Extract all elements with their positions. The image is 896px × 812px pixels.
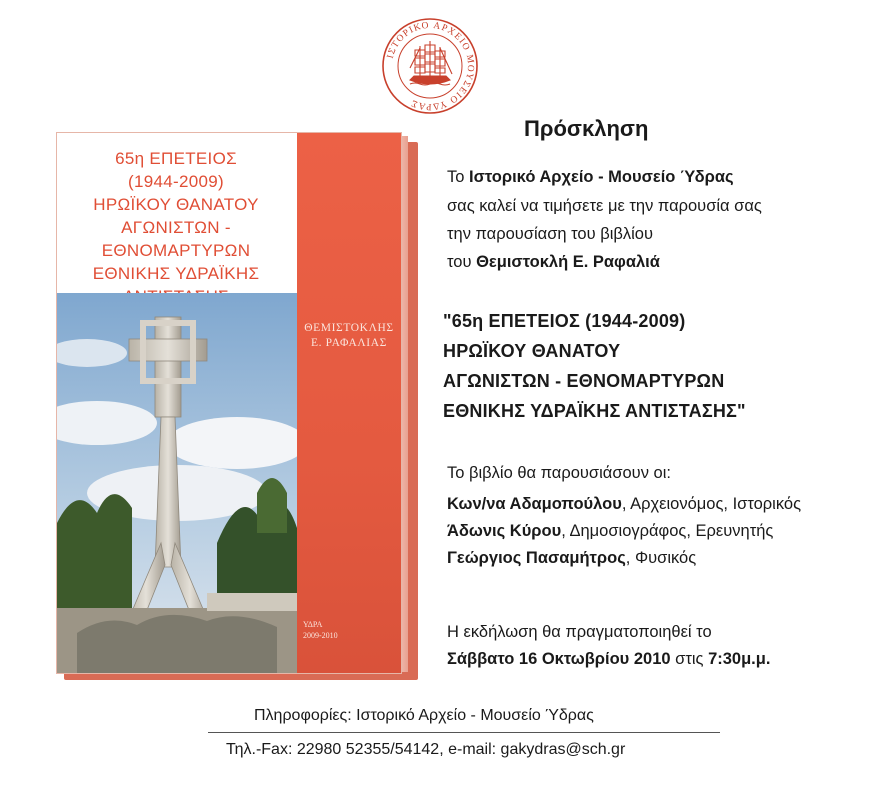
svg-text:ΙΣΤΟΡΙΚΟ ΑΡΧΕΙΟ ΜΟΥΣΕΙΟ ΥΔΡΑΣ: ΙΣΤΟΡΙΚΟ ΑΡΧΕΙΟ ΜΟΥΣΕΙΟ ΥΔΡΑΣ [385,20,476,112]
cover-author: ΘΕΜΙΣΤΟΚΛΗΣ Ε. ΡΑΦΑΛΙΑΣ [304,322,394,349]
event-time: 7:30μ.μ. [708,650,771,668]
cover-title: 65η ΕΠΕΤΕΙΟΣ (1944-2009) ΗΡΩΪΚΟΥ ΘΑΝΑΤΟΥ ΑΓΩΝΙΣΤΩΝ - ΕΘΝΟΜΑΡΤΥΡΩΝ ΕΘΝΙΚΗΣ ΥΔΡΑΪΚΗΣ [92,149,260,283]
invitation-intro-line: Το Ιστορικό Αρχείο - Μουσείο Ύδρας [447,168,734,186]
invitation-heading: Πρόσκληση [524,116,649,141]
book-title-line-1: "65η ΕΠΕΤΕΙΟΣ (1944-2009) [443,311,686,331]
presenter-row [447,495,801,514]
museum-seal-logo [380,16,480,116]
invitation-line-3: την παρουσίαση του βιβλίου [447,225,653,243]
presenter-name: Γεώργιος Πασαμήτρος [447,549,626,567]
cover-red-band [297,133,401,673]
presenter-name: Κων/να Αδαμοπούλου [447,495,622,513]
event-intro: Η εκδήλωση θα πραγματοποιηθεί το [447,623,712,641]
presenter-role: , Δημοσιογράφος, Ερευνητής [561,522,774,540]
author-name: Θεμιστοκλή Ε. Ραφαλιά [476,253,660,271]
event-date: Σάββατο 16 Οκτωβρίου 2010 [447,650,671,668]
organization-name: Ιστορικό Αρχείο - Μουσείο Ύδρας [469,168,734,186]
invitation-line-2: σας καλεί να τιμήσετε με την παρουσία σας [447,197,762,215]
presenter-row [447,549,696,568]
presenters-intro: Το βιβλίο θα παρουσιάσουν οι: [447,464,671,482]
footer-divider [208,732,720,733]
footer-info: Πληροφορίες: Ιστορικό Αρχείο - Μουσείο Ύδρας [254,707,594,724]
presenter-row [447,522,773,541]
monument-photo [57,293,297,673]
book-title-line-2: ΗΡΩΪΚΟΥ ΘΑΝΑΤΟΥ [443,341,621,361]
footer-contact: Τηλ.-Fax: 22980 52355/54142, e-mail: gakydras@sch.gr [226,741,626,758]
invitation-author-line: του Θεμιστοκλή Ε. Ραφαλιά [447,253,660,271]
book-cover-image [56,132,418,680]
book-front-cover [56,132,402,674]
cover-place-years: ΥΔΡΑ 2009-2010 [303,620,338,640]
event-datetime: Σάββατο 16 Οκτωβρίου 2010 στις 7:30μ.μ. [447,650,771,668]
book-title-line-4: ΕΘΝΙΚΗΣ ΥΔΡΑΪΚΗΣ ΑΝΤΙΣΤΑΣΗΣ" [443,401,746,421]
book-title-line-3: ΑΓΩΝΙΣΤΩΝ - ΕΘΝΟΜΑΡΤΥΡΩΝ [443,371,725,391]
presenter-role: , Αρχειονόμος, Ιστορικός [621,495,802,513]
presenter-name: Άδωνις Κύρου [447,522,562,540]
presenter-role: , Φυσικός [625,549,697,567]
